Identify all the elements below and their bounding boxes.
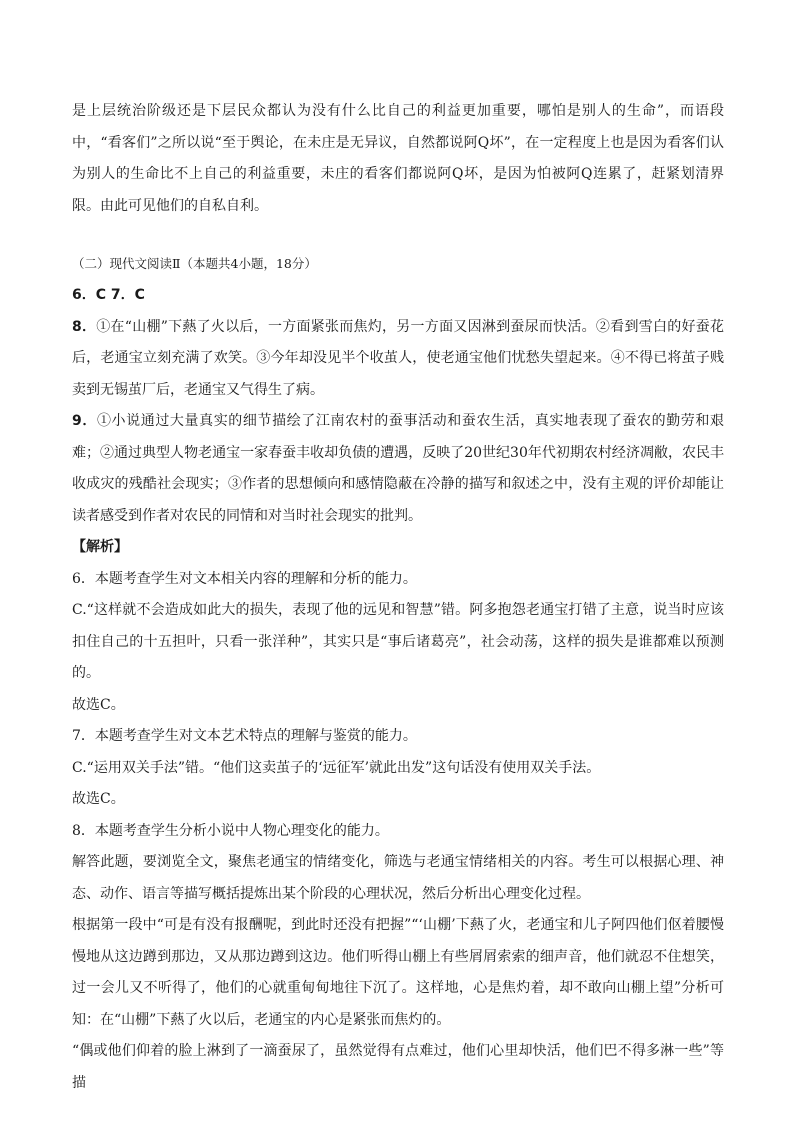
explanation-6-title: 6．本题考查学生对文本相关内容的理解和分析的能力。 <box>72 570 417 587</box>
section-title: （二）现代文阅读Ⅱ（本题共4小题，18分） <box>72 256 317 271</box>
explanation-7-conclusion: 故选C。 <box>72 791 125 807</box>
explanation-7-title: 7．本题考查学生对文本艺术特点的理解与鉴赏的能力。 <box>72 728 417 744</box>
explanation-7-body: C.“运用双关手法”错。“他们这卖茧子的‘远征军’就此出发”这句话没有使用双关手法。 <box>72 759 601 776</box>
answer-9-text: ①小说通过大量真实的细节描绘了江南农村的蚕事活动和蚕农生活，真实地表现了蚕农的勤劳和艰难；②通过典型人物老通宝一家春蚕丰收却负债的遭遇，反映了20世纪30年代初期农村经济凋敝，农民丰收成灾的残酷社会现实；③作者的思想倾向和感情隐蔽在冷静的描写和叙述之中，没有主观的评价却能让读者感受到作者对农民的同情和对当时社会现实的批判。 <box>72 413 724 524</box>
answer-8 <box>72 312 724 407</box>
answer-9-number: 9． <box>72 413 97 429</box>
explanation-8-title: 8．本题考查学生分析小说中人物心理变化的能力。 <box>72 822 389 839</box>
analysis-label: 【解析】 <box>72 539 128 555</box>
explanation-8-paragraph-3: “偶或他们仰着的脸上淋到了一滴蚕尿了，虽然觉得有点难过，他们心里却快活，他们巴不得多淋一些”等描 <box>72 1043 724 1091</box>
explanation-6-conclusion: 故选C。 <box>72 696 125 713</box>
intro-paragraph: 是上层统治阶级还是下层民众都认为没有什么比自己的利益更加重要，哪怕是别人的生命”，而语段中，“看客们”之所以说“至于舆论，在未庄是无异议，自然都说阿Q坏”，在一定程度上也是因为看客们认为别人的生命比不上自己的利益重要，未庄的看客们都说阿Q坏，是因为怕被阿Q连累了，赶紧划清界限。由此可见他们的自私自利。 <box>72 103 724 214</box>
explanation-8-paragraph-2: 根据第一段中“可是有没有报酬呢，到此时还没有把握”“‘山棚’下爇了火，老通宝和儿子阿四他们伛着腰慢慢地从这边蹲到那边，又从那边蹲到这边。他们听得山棚上有些屑屑索索的细声音，他们就忍不住想笑，过一会儿又不听得了，他们的心就重甸甸地往下沉了。这样地，心是焦灼着，却不敢向山棚上望”分析可知：在“山棚”下爇了火以后，老通宝的内心是紧张而焦灼的。 <box>72 917 724 1028</box>
explanation-6-body: C.“这样就不会造成如此大的损失，表现了他的远见和智慧”错。阿多抱怨老通宝打错了主意，说当时应该扣住自己的十五担叶，只看一张洋种”，其实只是“事后诸葛亮”，社会动荡，这样的损失是谁都难以预测的。 <box>72 602 724 681</box>
answer-8-text: ①在“山棚”下爇了火以后，一方面紧张而焦灼，另一方面又因淋到蚕尿而快活。②看到雪白的好蚕花后，老通宝立刻充满了欢笑。③今年却没见半个收茧人，使老通宝他们忧愁失望起来。④不得已将茧子贱卖到无锡茧厂后，老通宝又气得生了病。 <box>72 318 724 398</box>
answer-9 <box>72 406 724 532</box>
section-modern-reading-2 <box>72 254 724 1099</box>
explanation-8-paragraph-1: 解答此题，要浏览全文，聚焦老通宝的情绪变化，筛选与老通宝情绪相关的内容。考生可以根据心理、神态、动作、语言等描写概括提炼出某个阶段的心理状况，然后分析出心理变化过程。 <box>72 854 724 902</box>
answers-6-7: 6．C 7．C <box>72 287 145 303</box>
answer-8-number: 8． <box>72 318 97 335</box>
